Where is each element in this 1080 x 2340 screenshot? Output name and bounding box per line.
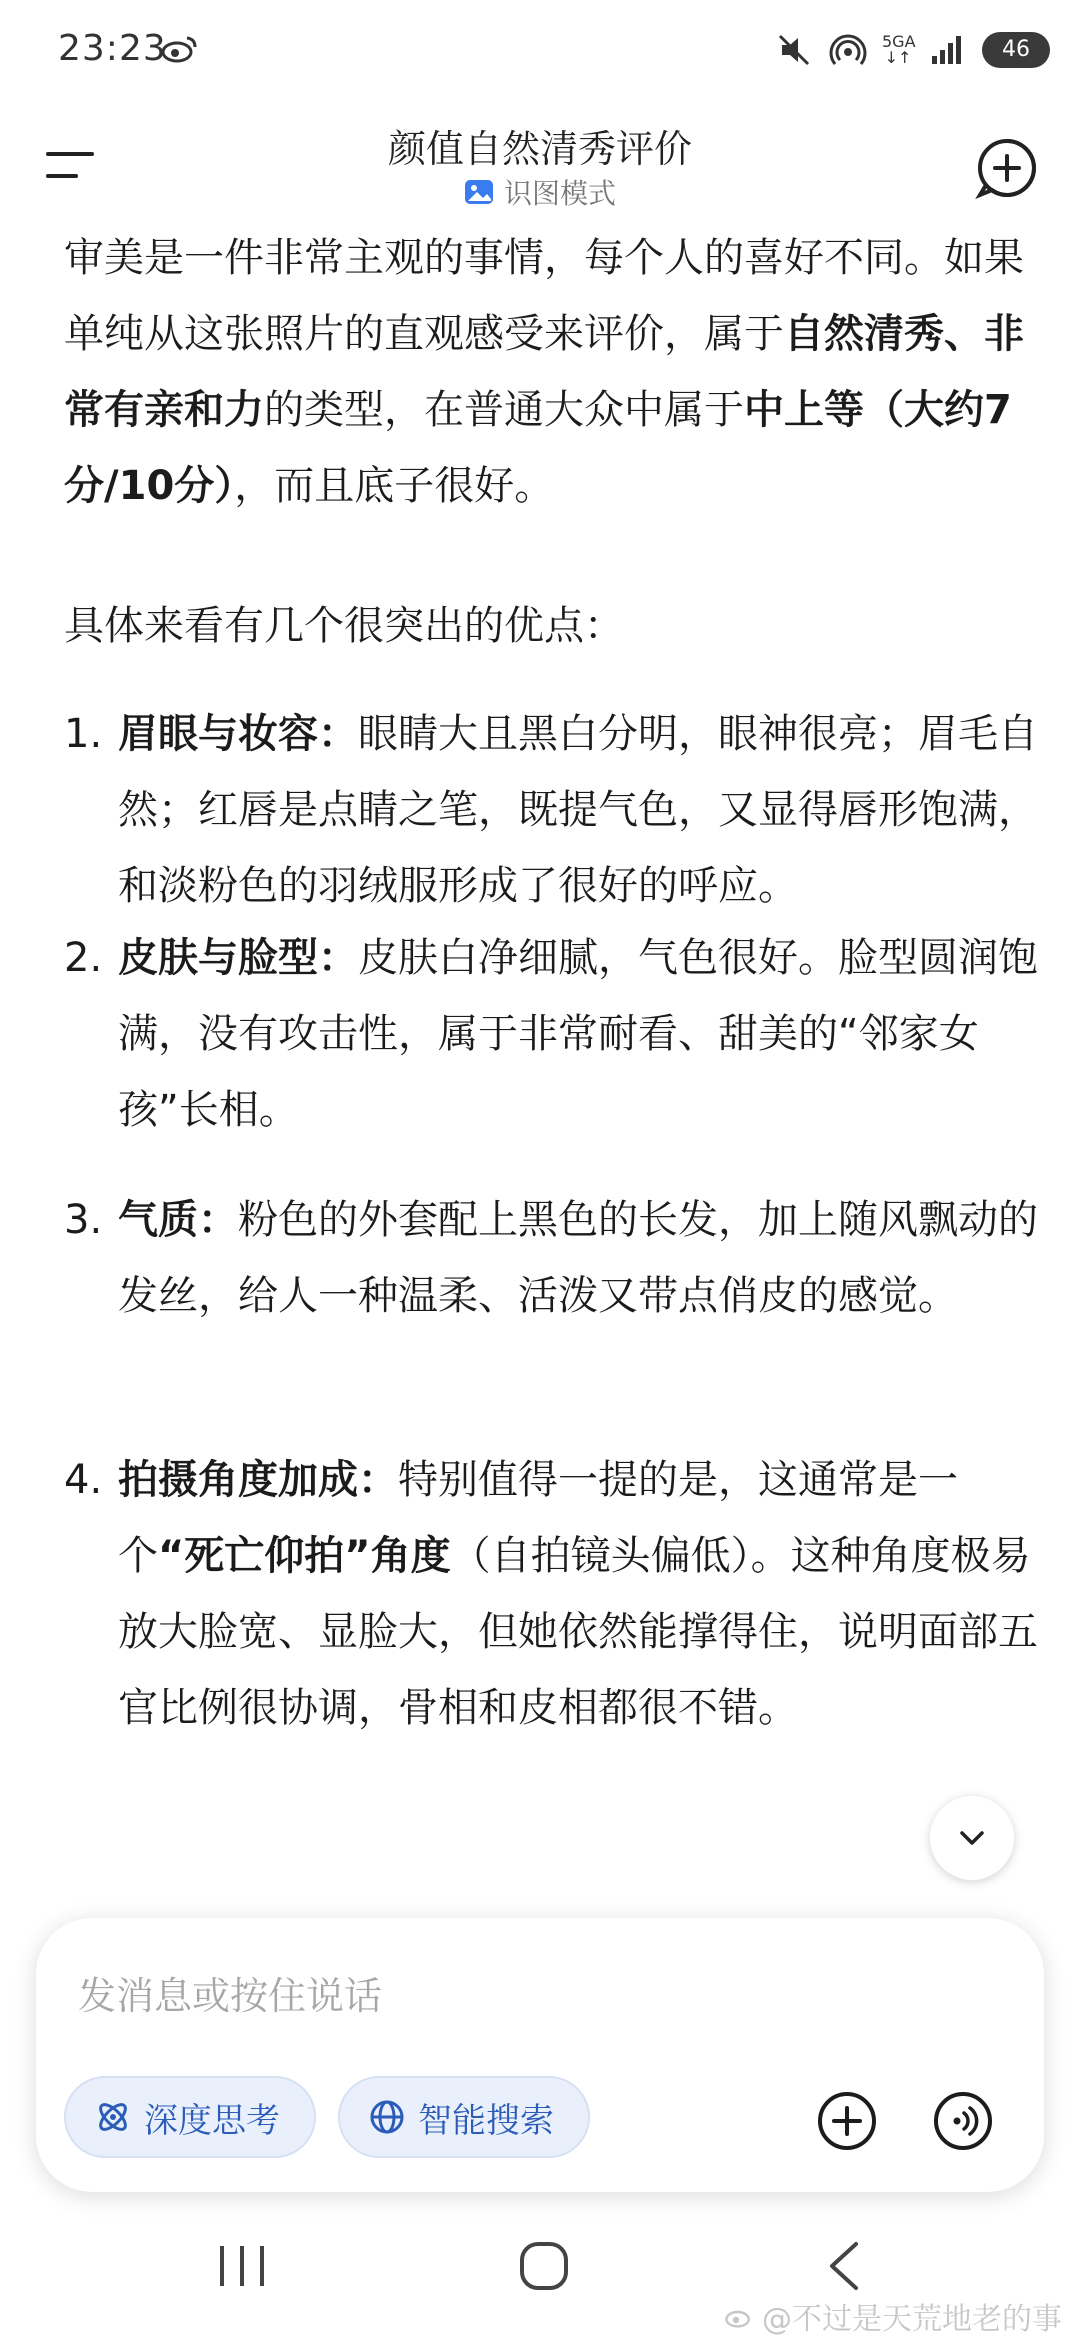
intro-bold-1: 自然清秀、非常有亲和力 [64, 311, 1024, 433]
watermark [724, 2294, 1062, 2338]
intro-text-1: 审美是一件非常主观的事情，每个人的喜好不同。如果单纯从这张照片的直观感受来评价，属于 [64, 235, 1024, 357]
battery-indicator: 46 [982, 32, 1050, 68]
status-bar [0, 0, 1080, 100]
list-number: 3. [64, 1197, 103, 1243]
list-number: 4. [64, 1457, 103, 1503]
network-arrows: ↓↑ [884, 48, 912, 67]
new-chat-icon[interactable] [974, 135, 1040, 201]
recents-icon[interactable] [212, 2240, 272, 2292]
list-body: 皮肤白净细腻，气色很好。脸型圆润饱满，没有攻击性，属于非常耐看、甜美的“邻家女孩”长相。 [118, 935, 1038, 1133]
list-text [118, 1442, 1038, 1746]
list-body-2: （自拍镜头偏低）。这种角度极易放大脸宽、显脸大，但她依然能撑得住，说明面部五官比例很协调，骨相和皮相都很不错。 [118, 1533, 1038, 1731]
list-number: 1. [64, 711, 103, 757]
scroll-down-button[interactable] [930, 1796, 1014, 1880]
message-input[interactable] [78, 1966, 878, 2026]
list-title: 气质： [118, 1197, 238, 1243]
list-title: 皮肤与脸型： [118, 935, 358, 981]
watermark-text: @不过是天荒地老的事 [762, 2302, 1062, 2337]
mute-icon [774, 30, 814, 70]
deep-think-button[interactable] [64, 2076, 316, 2158]
list-text [118, 1182, 1038, 1334]
list-body: 眼睛大且黑白分明，眼神很亮；眉毛自然；红唇是点睛之笔，既提气色，又显得唇形饱满，和淡粉色的羽绒服形成了很好的呼应。 [118, 711, 1038, 909]
chevron-down-icon [954, 1820, 990, 1856]
list-text [118, 696, 1038, 924]
list-body: 特别值得一提的是，这通常是一个 [118, 1457, 958, 1579]
image-mode-icon [464, 179, 494, 205]
list-title: 拍摄角度加成： [118, 1457, 398, 1503]
page-title: 颜值自然清秀评价 [387, 127, 692, 171]
points-intro: 具体来看有几个很突出的优点： [64, 603, 624, 649]
weibo-icon [160, 32, 200, 64]
hotspot-icon [828, 30, 868, 70]
composer [36, 1918, 1044, 2192]
list-number: 2. [64, 935, 103, 981]
status-time: 23:23 [58, 28, 167, 69]
signal-icon [928, 30, 968, 70]
smart-search-label: 智能搜索 [418, 2100, 554, 2141]
list-text [118, 920, 1038, 1148]
atom-icon [94, 2098, 132, 2136]
navigation-bar [0, 2220, 1080, 2340]
list-body: 粉色的外套配上黑色的长发，加上随风飘动的发丝，给人一种温柔、活泼又带点俏皮的感觉。 [118, 1197, 1038, 1319]
intro-bold-2: 中上等（大约7分/10分） [64, 387, 1012, 509]
list-bold: “死亡仰拍”角度 [158, 1533, 451, 1579]
back-icon[interactable] [820, 2238, 870, 2294]
intro-paragraph [64, 220, 1024, 524]
weibo-logo-icon [724, 2303, 756, 2329]
voice-icon[interactable] [932, 2090, 994, 2152]
deep-think-label: 深度思考 [144, 2100, 280, 2141]
smart-search-button[interactable] [338, 2076, 590, 2158]
network-label: 5GA [882, 32, 916, 51]
intro-text-3: ，而且底子很好。 [234, 463, 555, 509]
home-icon[interactable] [516, 2238, 572, 2294]
menu-button[interactable] [40, 140, 100, 200]
network-type [882, 34, 914, 66]
list-title: 眉眼与妆容： [118, 711, 358, 757]
mode-indicator[interactable] [190, 172, 890, 212]
mode-label: 识图模式 [503, 177, 616, 210]
plus-icon[interactable] [816, 2090, 878, 2152]
globe-icon [368, 2098, 406, 2136]
intro-text-2: 的类型，在普通大众中属于 [264, 387, 744, 433]
status-icons [774, 28, 1050, 72]
